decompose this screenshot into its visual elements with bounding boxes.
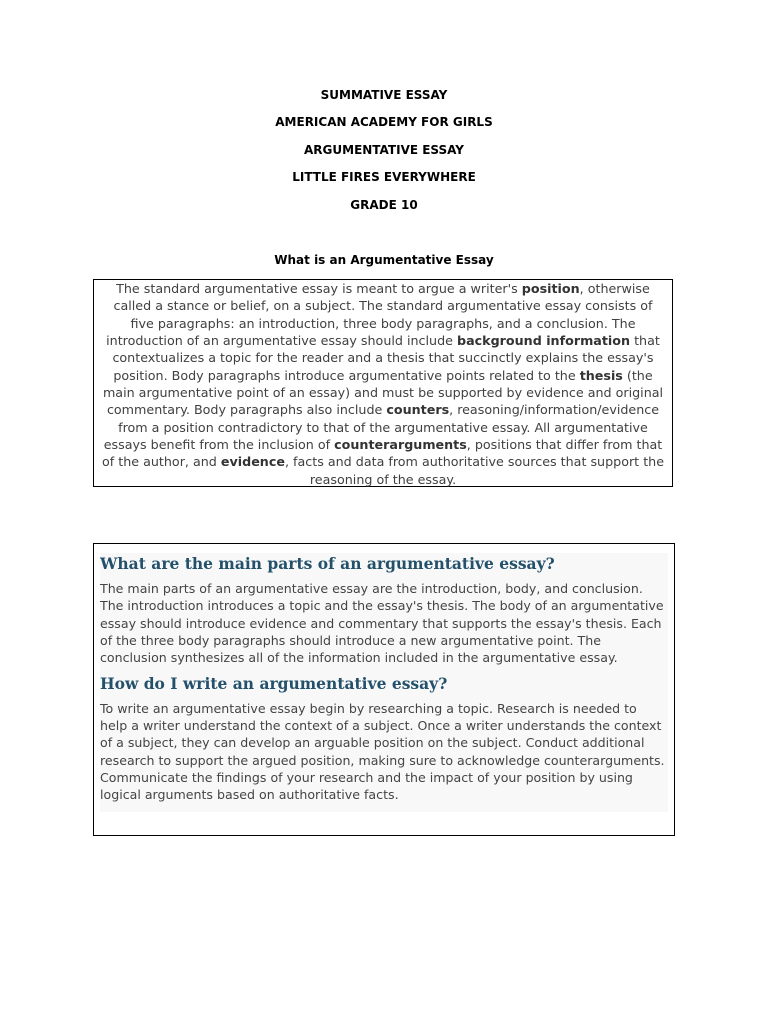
definition-text: The standard argumentative essay is meant to argue a writer's position, otherwise called a stance or belief, on a subject. The standard argumentative essay consists of five paragraphs: an introduction, three body paragraphs, and a conclusion. The introduction of an argumentative essay should include background information that contextualizes a topic for the reader and a thesis that succinctly explains the essay's position. Body paragraphs introduce argumentative points related to the thesis (the main argumentative point of an essay) and must be supported by evidence and original commentary. Body paragraphs also include counters, reasoning/information/evidence from a position contradictory to that of the argumentative essay. All argumentative essays benefit from the inclusion of counterarguments, positions that differ from that of the author, and evidence, facts and data from authoritative sources that support the reasoning of the essay.: [101, 281, 665, 487]
term-evidence: evidence: [220, 454, 285, 470]
grade-line: GRADE 10: [350, 197, 418, 212]
faq-question: What are the main parts of an argumentative essay?: [100, 554, 555, 573]
faq-content: [100, 553, 668, 812]
book-title-line: LITTLE FIRES EVERYWHERE: [292, 170, 476, 185]
term-counters: counters: [386, 402, 450, 418]
faq-box: [93, 543, 675, 836]
faq-answer: To write an argumentative essay begin by researching a topic. Research is needed to help a writer understand the context of a subject. Once a writer understands the context of a subject, they can develop an arguable position on the subject. Conduct additional research to support the argued position, making sure to acknowledge counterarguments. Communicate the findings of your research and the impact of your position by using logical arguments based on authoritative facts.: [100, 700, 665, 803]
term-counterarguments: counterarguments: [334, 437, 467, 453]
section-title: What is an Argumentative Essay: [274, 253, 494, 267]
term-position: position: [521, 281, 580, 296]
term-thesis: thesis: [579, 367, 623, 383]
title-block: [0, 87, 768, 224]
school-line: AMERICAN ACADEMY FOR GIRLS: [275, 115, 493, 130]
title-line: SUMMATIVE ESSAY: [320, 88, 448, 102]
definition-box: [93, 279, 673, 487]
term-background-information: background information: [456, 333, 631, 349]
essay-type-line: ARGUMENTATIVE ESSAY: [304, 142, 464, 157]
faq-question: How do I write an argumentative essay?: [100, 673, 448, 693]
faq-answer: The main parts of an argumentative essay are the introduction, body, and conclusion. The introduction introduces a topic and the essay's thesis. The body of an argumentative essay should introduce evidence and commentary that supports the essay's thesis. Each of the three body paragraphs should introduce a new argumentative point. The conclusion synthesizes all of the information included in the argumentative essay.: [100, 581, 664, 666]
